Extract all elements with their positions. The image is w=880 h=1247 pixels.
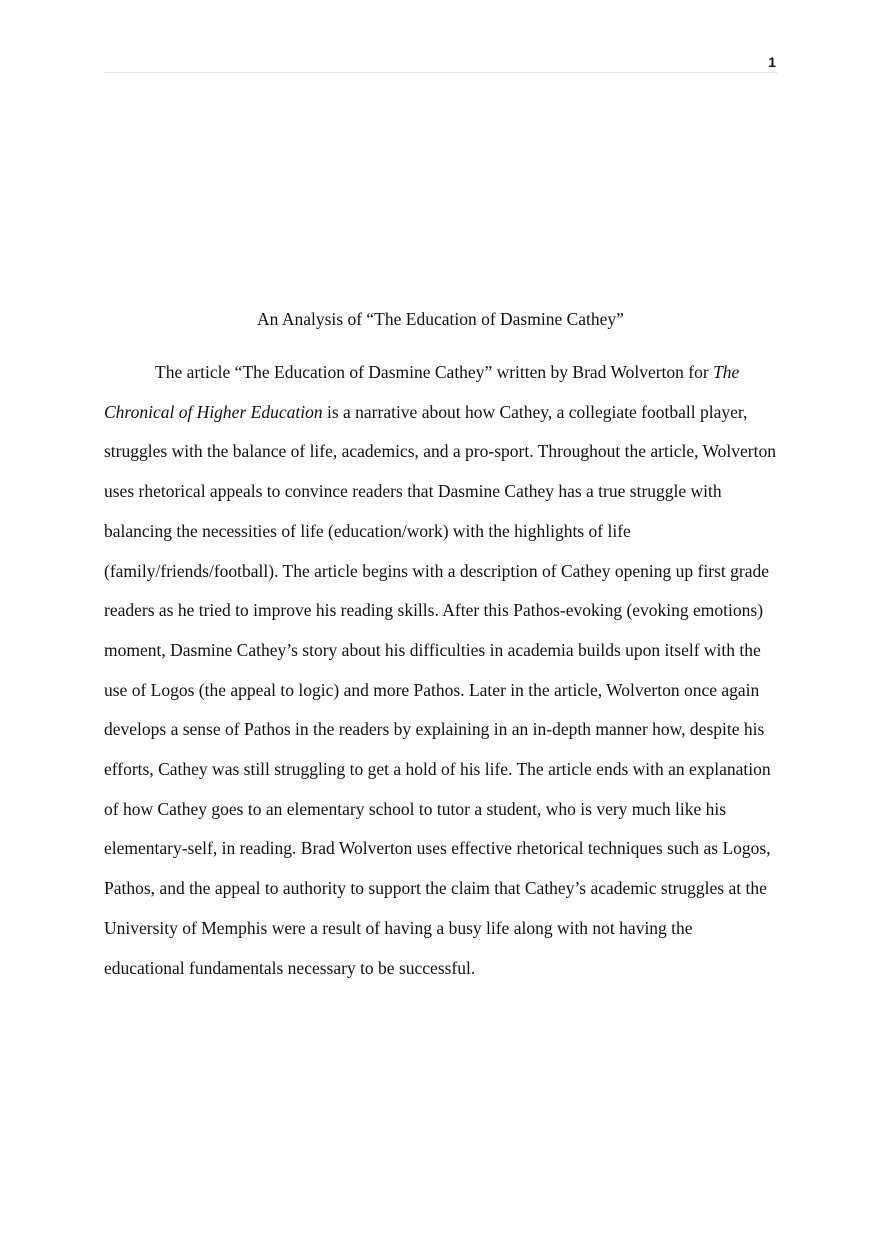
page-number: 1 — [768, 54, 776, 70]
publication-title: The Chronical of Higher Education — [104, 362, 740, 422]
header-divider — [104, 72, 777, 73]
paragraph-text-intro: The article “The Education of Dasmine Cathey” written by Brad Wolverton for — [155, 362, 714, 382]
document-title: An Analysis of “The Education of Dasmine Cathey” — [257, 309, 624, 329]
body-paragraph — [104, 353, 777, 988]
paragraph-text-main: is a narrative about how Cathey, a collegiate football player, struggles with the balance of life, academics, and a pro-sport. Throughout the article, Wolverton uses rhetorical appeals to convince readers that Dasmine Cathey has a true struggle with balancing the necessities of life (education/work) with the highlights of life (family/friends/football). The article begins with a description of Cathey opening up first grade readers as he tried to improve his reading skills. After this Pathos-evoking (evoking emotions) moment, Dasmine Cathey’s story about his difficulties in academia builds upon itself with the use of Logos (the appeal to logic) and more Pathos. Later in the article, Wolverton once again develops a sense of Pathos in the readers by explaining in an in-depth manner how, despite his efforts, Cathey was still struggling to get a hold of his life. The article ends with an explanation of how Cathey goes to an elementary school to tutor a student, who is very much like his elementary-self, in reading. Brad Wolverton uses effective rhetorical techniques such as Logos, Pathos, and the appeal to authority to support the claim that Cathey’s academic struggles at the University of Memphis were a result of having a busy life along with not having the educational fundamentals necessary to be successful. — [104, 401, 776, 978]
